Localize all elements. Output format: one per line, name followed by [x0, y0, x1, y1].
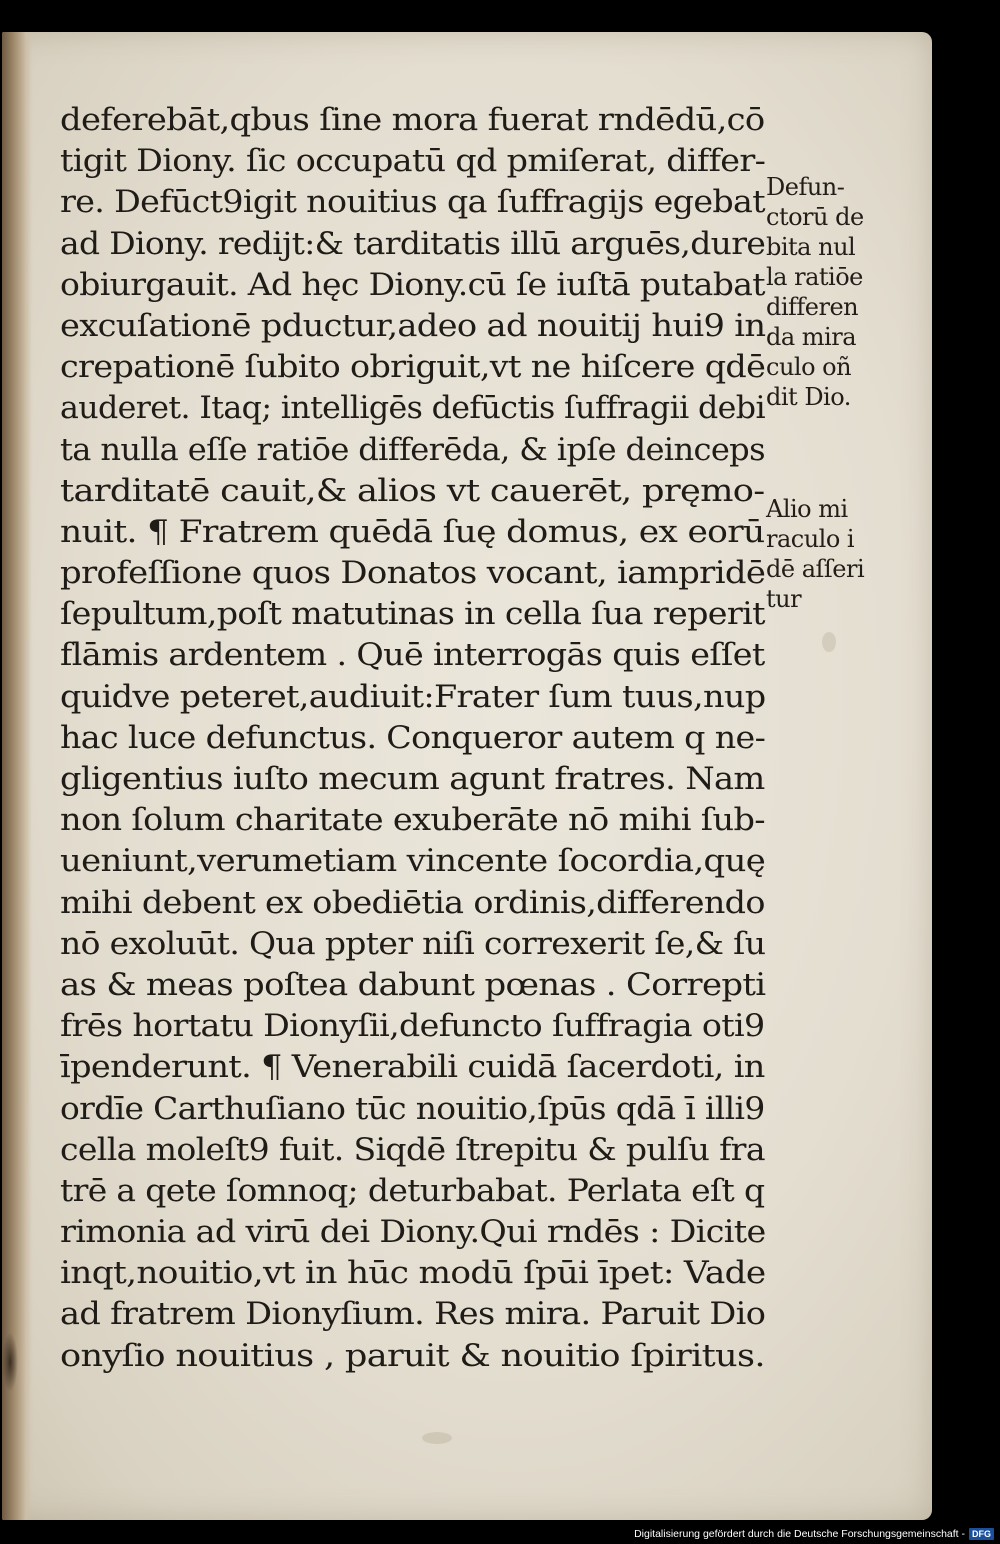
binding-edge	[2, 32, 32, 1520]
margin-note-line: raculo i	[766, 525, 855, 553]
margin-note	[766, 172, 916, 412]
text-line: ta nulla eſſe ratiōe differēda, & ipſe deinceps	[60, 432, 765, 468]
margin-note-line: dit Dio.	[766, 383, 851, 411]
text-line: obiurgauit. Ad hęc Diony.cū ſe iuſtā putabat	[60, 267, 765, 303]
text-line: mihi debent ex obediētia ordinis,differendo	[60, 885, 765, 921]
dfg-logo: DFG	[969, 1528, 994, 1540]
text-line: excuſationē pductur,adeo ad nouitij hui9 in	[60, 308, 766, 344]
text-line: ad fratrem Dionyſium. Res mira. Paruit Dio	[60, 1297, 766, 1333]
text-line: cella moleſt9 fuit. Siqdē ſtrepitu & pulſu fra	[60, 1132, 765, 1168]
text-line: nō exoluūt. Qua ppter niſi correxerit ſe,& ſu	[60, 926, 766, 962]
margin-note-line: da mira	[766, 323, 857, 351]
margin-note-line: la ratiōe	[766, 263, 863, 291]
margin-note-line: ctorū de	[766, 203, 864, 231]
text-line: rimonia ad virū dei Diony.Qui rndēs : Dicite	[60, 1215, 766, 1251]
text-line: ueniunt,verumetiam vincente ſocordia,quę	[60, 844, 766, 880]
text-line: re. Defūct9igit nouitius qa ſuffragijs egebat	[60, 185, 765, 221]
text-line: tigit Diony. ſic occupatū qd pmiſerat, differ-	[60, 144, 766, 180]
text-line: as & meas poſtea dabunt pœnas . Correpti	[60, 967, 766, 1003]
text-line: ordīe Carthuſiano tūc nouitio,ſpūs qdā ī illi9	[60, 1091, 765, 1127]
text-line: deferebāt,qbus ſine mora fuerat rndēdū,cō	[60, 103, 765, 138]
text-line: hac luce defunctus. Conqueror autem q ne-	[60, 720, 766, 756]
text-line: profeſſione quos Donatos vocant, iampridē	[60, 556, 766, 592]
footer-credit: Digitalisierung gefördert durch die Deutsche Forschungsgemeinschaft -	[634, 1528, 965, 1540]
text-line: non ſolum charitate exuberāte nō mihi ſub-	[60, 803, 765, 839]
text-line: trē a qete ſomnoq; deturbabat. Perlata eſt q	[60, 1173, 765, 1209]
margin-note-line: bita nul	[766, 233, 856, 261]
text-line: quidve peteret,audiuit:Frater ſum tuus,nup	[60, 679, 766, 715]
margin-note-line: Alio mi	[766, 495, 848, 523]
text-line: onyſio nouitius , paruit & nouitio ſpiritus.	[60, 1338, 765, 1374]
text-line: ſepultum,poſt matutinas in cella ſua reperit	[60, 597, 765, 633]
margin-note-line: Defun-	[766, 173, 845, 201]
text-line: gligentius iuſto mecum agunt fratres. Nam	[60, 762, 765, 797]
margin-note	[766, 494, 916, 614]
margin-note-line: tur	[766, 585, 802, 613]
book-page	[2, 32, 932, 1520]
text-line: inqt,nouitio,vt in hūc modū ſpūi īpet: Vade	[60, 1256, 766, 1292]
binding-stain	[2, 1332, 18, 1392]
main-text-column	[60, 100, 770, 1377]
text-line: crepationē ſubito obriguit,vt ne hiſcere qdē	[60, 350, 766, 386]
digitization-footer	[634, 1527, 994, 1541]
text-line: flāmis ardentem . Quē interrogās quis eſſet	[60, 638, 765, 674]
text-line: frēs hortatu Dionyſii,defuncto ſuffragia oti9	[60, 1009, 765, 1045]
margin-note-line: dē aſſeri	[766, 555, 865, 583]
text-line: nuit. ¶ Fratrem quēdā ſuę domus, ex eorū	[60, 514, 765, 550]
text-line: ad Diony. redijt:& tarditatis illū arguēs,dure	[60, 226, 766, 262]
margin-note-line: differen	[766, 293, 859, 321]
margin-note-line: culo oñ	[766, 353, 852, 381]
text-line: īpenderunt. ¶ Venerabili cuidā ſacerdoti, in	[60, 1050, 765, 1086]
page-stain	[422, 1432, 452, 1444]
text-line: tarditatē cauit,& alios vt cauerēt, pręmo-	[60, 473, 765, 509]
text-line: auderet. Itaq; intelligēs defūctis ſuffragii debi	[60, 391, 765, 427]
